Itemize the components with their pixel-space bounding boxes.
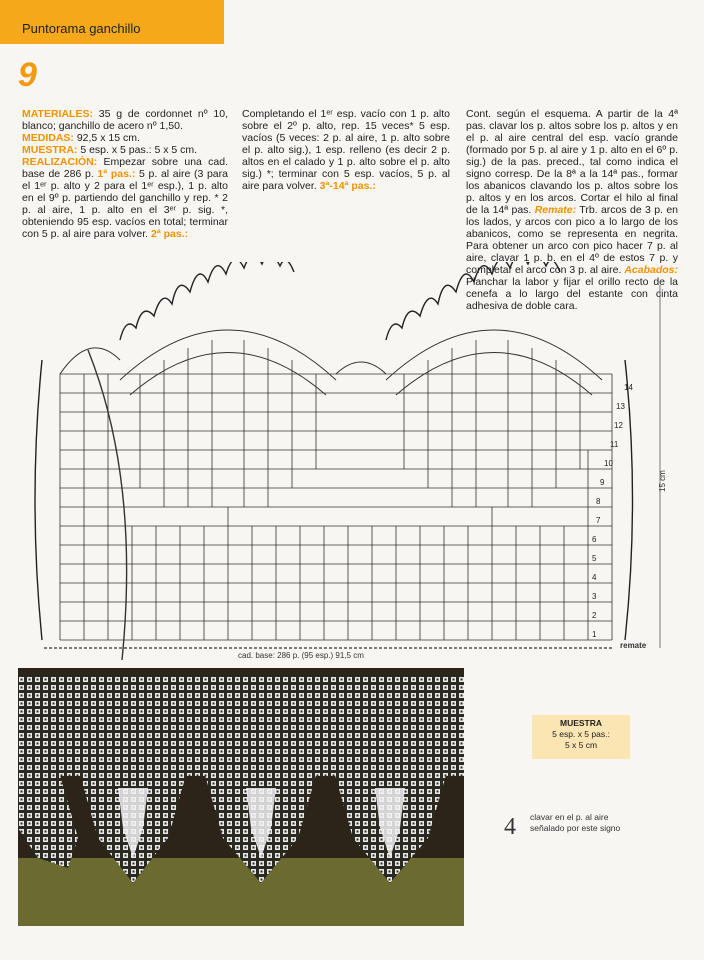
medidas-text: 92,5 x 15 cm. (73, 132, 140, 144)
realizacion-label: REALIZACIÓN: (22, 156, 98, 168)
pas1-text: 5 p. al aire (3 para el 1ᵉʳ p. alto y 2 para el 1ᵉʳ esp.), 1 p. alto en el 9º p. partiendo del ganchillo y rep. * 2 p. al aire, 1 p. alto en el 3ᵉʳ p. sig. *, obteniendo 95 esp. vacíos en total; terminar con 5 p. al aire para volver. (22, 168, 228, 240)
row-number: 5 (592, 554, 597, 563)
row-number: 8 (596, 497, 601, 506)
legend-text (530, 812, 620, 834)
row-number: 6 (592, 535, 597, 544)
muestra-box-title: MUESTRA (559, 718, 603, 728)
row-number: 14 (624, 383, 633, 392)
chart-base-caption: cad. base: 286 p. (95 esp.) 91,5 cm (238, 651, 364, 660)
muestra-box-line2: 5 x 5 cm (564, 740, 598, 750)
chart-remate-label: remate (620, 641, 647, 650)
materiales-text: 35 g de cordonnet nº 10, blanco; ganchillo de acero nº 1,50. (22, 108, 228, 132)
lace-photo (18, 668, 464, 926)
pas2-text: Completando el 1ᵉʳ esp. vacío con 1 p. alto sobre el 2º p. alto, rep. 15 veces* 5 esp. vacíos (5 veces: 2 p. al aire, 1 p. alto sobre el p. alto sig.), 1 esp. relleno (es decir 2 p. altos en el calado y 1 p. alto sobre el p. alto sig.) *; terminar con 5 esp. vacíos, 5 p. al aire para volver. (242, 108, 450, 192)
remate-label: Remate: (534, 204, 577, 216)
pattern-number: 9 (18, 56, 37, 94)
row-number: 1 (592, 630, 597, 639)
row-number: 7 (596, 516, 601, 525)
row-number: 11 (610, 440, 619, 449)
row-number: 10 (604, 459, 613, 468)
legend-line2: señalado por este signo (530, 823, 621, 833)
pas1-label: 1ª pas.: (97, 168, 136, 180)
remate-text: Trb. arcos de 3 p. en los lados, y arcos con pico a lo largo de los abanicos, como se representa en negrita. Para obtener un arco con pico hacer 7 p. al aire, clavar 1 p. b. en el 4º de estos 7 p. y completar el arco con 3 p. al aire. (466, 204, 678, 276)
row-number: 4 (592, 573, 597, 582)
instructions-column-2 (242, 108, 450, 192)
acabados-text: Planchar la labor y fijar el orillo recto de la cenefa a lo largo del estante con cinta adhesiva de doble cara. (466, 276, 678, 312)
muestra-text: 5 esp. x 5 pas.: 5 x 5 cm. (77, 144, 198, 156)
row-numbers (592, 383, 633, 639)
realizacion-text: Empezar sobre una cad. base de 286 p. (22, 156, 228, 180)
row-number: 13 (616, 402, 625, 411)
row-number: 2 (592, 611, 597, 620)
stitch-symbol-icon (502, 810, 522, 840)
materiales-label: MATERIALES: (22, 108, 93, 120)
row-number: 3 (592, 592, 597, 601)
row-number: 12 (614, 421, 623, 430)
muestra-box (532, 715, 630, 759)
instructions-column-1 (22, 108, 228, 240)
legend-symbol: 4 (504, 814, 516, 840)
pas3-text: Cont. según el esquema. A partir de la 4ª pas. clavar los p. altos sobre los p. altos y en el p. al aire central del esp. vacío grande (formado por 5 p. al aire y 1 p. alto en el 6º p. sig.) de la pas. preced., tal como indica el signo corresp. De la 8ª a la 14ª pas., formar los abanicos clavando los p. altos sobre los p. altos y en los arcos. Cortar el hilo al final de la 14ª pas. (466, 108, 678, 216)
pas3-label: 3ª-14ª pas.: (319, 180, 376, 192)
row-number: 9 (600, 478, 605, 487)
chart-fans (60, 330, 602, 395)
muestra-box-line1: 5 esp. x 5 pas.: (552, 729, 610, 739)
legend-line1: clavar en el p. al aire (530, 812, 609, 822)
acabados-label: Acabados: (624, 264, 678, 276)
chart-height-label: 15 cm (658, 470, 667, 492)
pas2-label: 2ª pas.: (151, 228, 189, 240)
chart-curve (88, 350, 127, 660)
crochet-chart (0, 262, 704, 662)
page-header-title: Puntorama ganchillo (22, 21, 141, 36)
medidas-label: MEDIDAS: (22, 132, 74, 144)
muestra-label: MUESTRA: (22, 144, 78, 156)
